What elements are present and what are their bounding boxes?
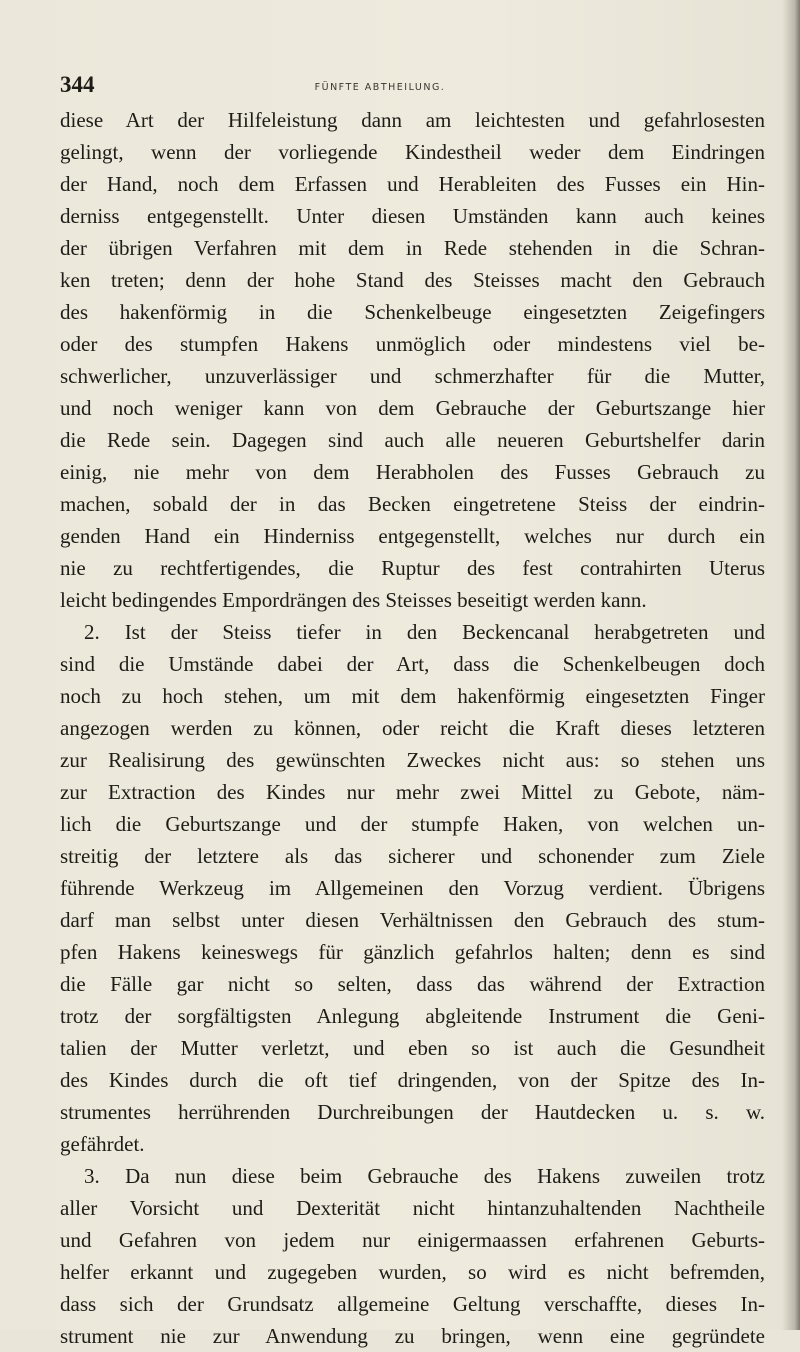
text-line: die Rede sein. Dagegen sind auch alle neueren Geburtshelfer darin — [60, 428, 765, 452]
text-line: zur Extraction des Kindes nur mehr zwei Mittel zu Gebote, näm- — [60, 780, 765, 804]
text-line: einig, nie mehr von dem Herabholen des Fusses Gebrauch zu — [60, 460, 765, 484]
page-number: 344 — [60, 72, 95, 97]
text-line: lich die Geburtszange und der stumpfe Haken, von welchen un- — [60, 812, 765, 836]
text-line: helfer erkannt und zugegeben wurden, so wird es nicht befremden, — [60, 1260, 765, 1284]
text-line: darf man selbst unter diesen Verhältnissen den Gebrauch des stum- — [60, 908, 765, 932]
page-header — [60, 72, 770, 102]
text-line: gelingt, wenn der vorliegende Kindestheil weder dem Eindringen — [60, 140, 765, 164]
text-line: oder des stumpfen Hakens unmöglich oder mindestens viel be- — [60, 332, 765, 356]
paragraph-start-line: 2. Ist der Steiss tiefer in den Beckencanal herabgetreten und — [84, 620, 765, 644]
text-line: streitig der letztere als das sicherer und schonender zum Ziele — [60, 844, 765, 868]
text-line: genden Hand ein Hinderniss entgegenstellt, welches nur durch ein — [60, 524, 765, 548]
paragraph-start-line: 3. Da nun diese beim Gebrauche des Hakens zuweilen trotz — [84, 1164, 765, 1188]
text-line: strumentes herrührenden Durchreibungen der Hautdecken u. s. w. — [60, 1100, 765, 1124]
running-head: FÜNFTE ABTHEILUNG. — [314, 82, 446, 93]
text-line: talien der Mutter verletzt, und eben so ist auch die Gesundheit — [60, 1036, 765, 1060]
text-line: die Fälle gar nicht so selten, dass das während der Extraction — [60, 972, 765, 996]
text-line: pfen Hakens keineswegs für gänzlich gefahrlos halten; denn es sind — [60, 940, 765, 964]
text-line: machen, sobald der in das Becken eingetretene Steiss der eindrin- — [60, 492, 765, 516]
text-line: noch zu hoch stehen, um mit dem hakenförmig eingesetzten Finger — [60, 684, 765, 708]
text-line: angezogen werden zu können, oder reicht die Kraft dieses letzteren — [60, 716, 765, 740]
text-line: aller Vorsicht und Dexterität nicht hintanzuhaltenden Nachtheile — [60, 1196, 765, 1220]
paragraph-end-line: leicht bedingendes Empordrängen des Steisses beseitigt werden kann. — [60, 588, 647, 612]
text-line: schwerlicher, unzuverlässiger und schmerzhafter für die Mutter, — [60, 364, 765, 388]
body-text — [60, 104, 765, 1352]
text-line: dass sich der Grundsatz allgemeine Geltung verschaffte, dieses In- — [60, 1292, 765, 1316]
text-line: strument nie zur Anwendung zu bringen, wenn eine gegründete — [60, 1324, 765, 1348]
text-line: des hakenförmig in die Schenkelbeuge eingesetzten Zeigefingers — [60, 300, 765, 324]
page-edge-shadow — [782, 0, 800, 1330]
text-line: und noch weniger kann von dem Gebrauche der Geburtszange hier — [60, 396, 765, 420]
text-line: führende Werkzeug im Allgemeinen den Vorzug verdient. Übrigens — [60, 876, 765, 900]
text-line: der übrigen Verfahren mit dem in Rede stehenden in die Schran- — [60, 236, 765, 260]
text-line: und Gefahren von jedem nur einigermaassen erfahrenen Geburts- — [60, 1228, 765, 1252]
text-line: ken treten; denn der hohe Stand des Steisses macht den Gebrauch — [60, 268, 765, 292]
text-line: des Kindes durch die oft tief dringenden, von der Spitze des In- — [60, 1068, 765, 1092]
text-line: diese Art der Hilfeleistung dann am leichtesten und gefahrlosesten — [60, 108, 765, 132]
paragraph-end-line: gefährdet. — [60, 1132, 145, 1156]
text-line: zur Realisirung des gewünschten Zweckes nicht aus: so stehen uns — [60, 748, 765, 772]
text-line: nie zu rechtfertigendes, die Ruptur des fest contrahirten Uterus — [60, 556, 765, 580]
text-line: derniss entgegenstellt. Unter diesen Umständen kann auch keines — [60, 204, 765, 228]
text-line: der Hand, noch dem Erfassen und Herableiten des Fusses ein Hin- — [60, 172, 765, 196]
text-line: trotz der sorgfältigsten Anlegung abgleitende Instrument die Geni- — [60, 1004, 765, 1028]
text-line: sind die Umstände dabei der Art, dass die Schenkelbeugen doch — [60, 652, 765, 676]
